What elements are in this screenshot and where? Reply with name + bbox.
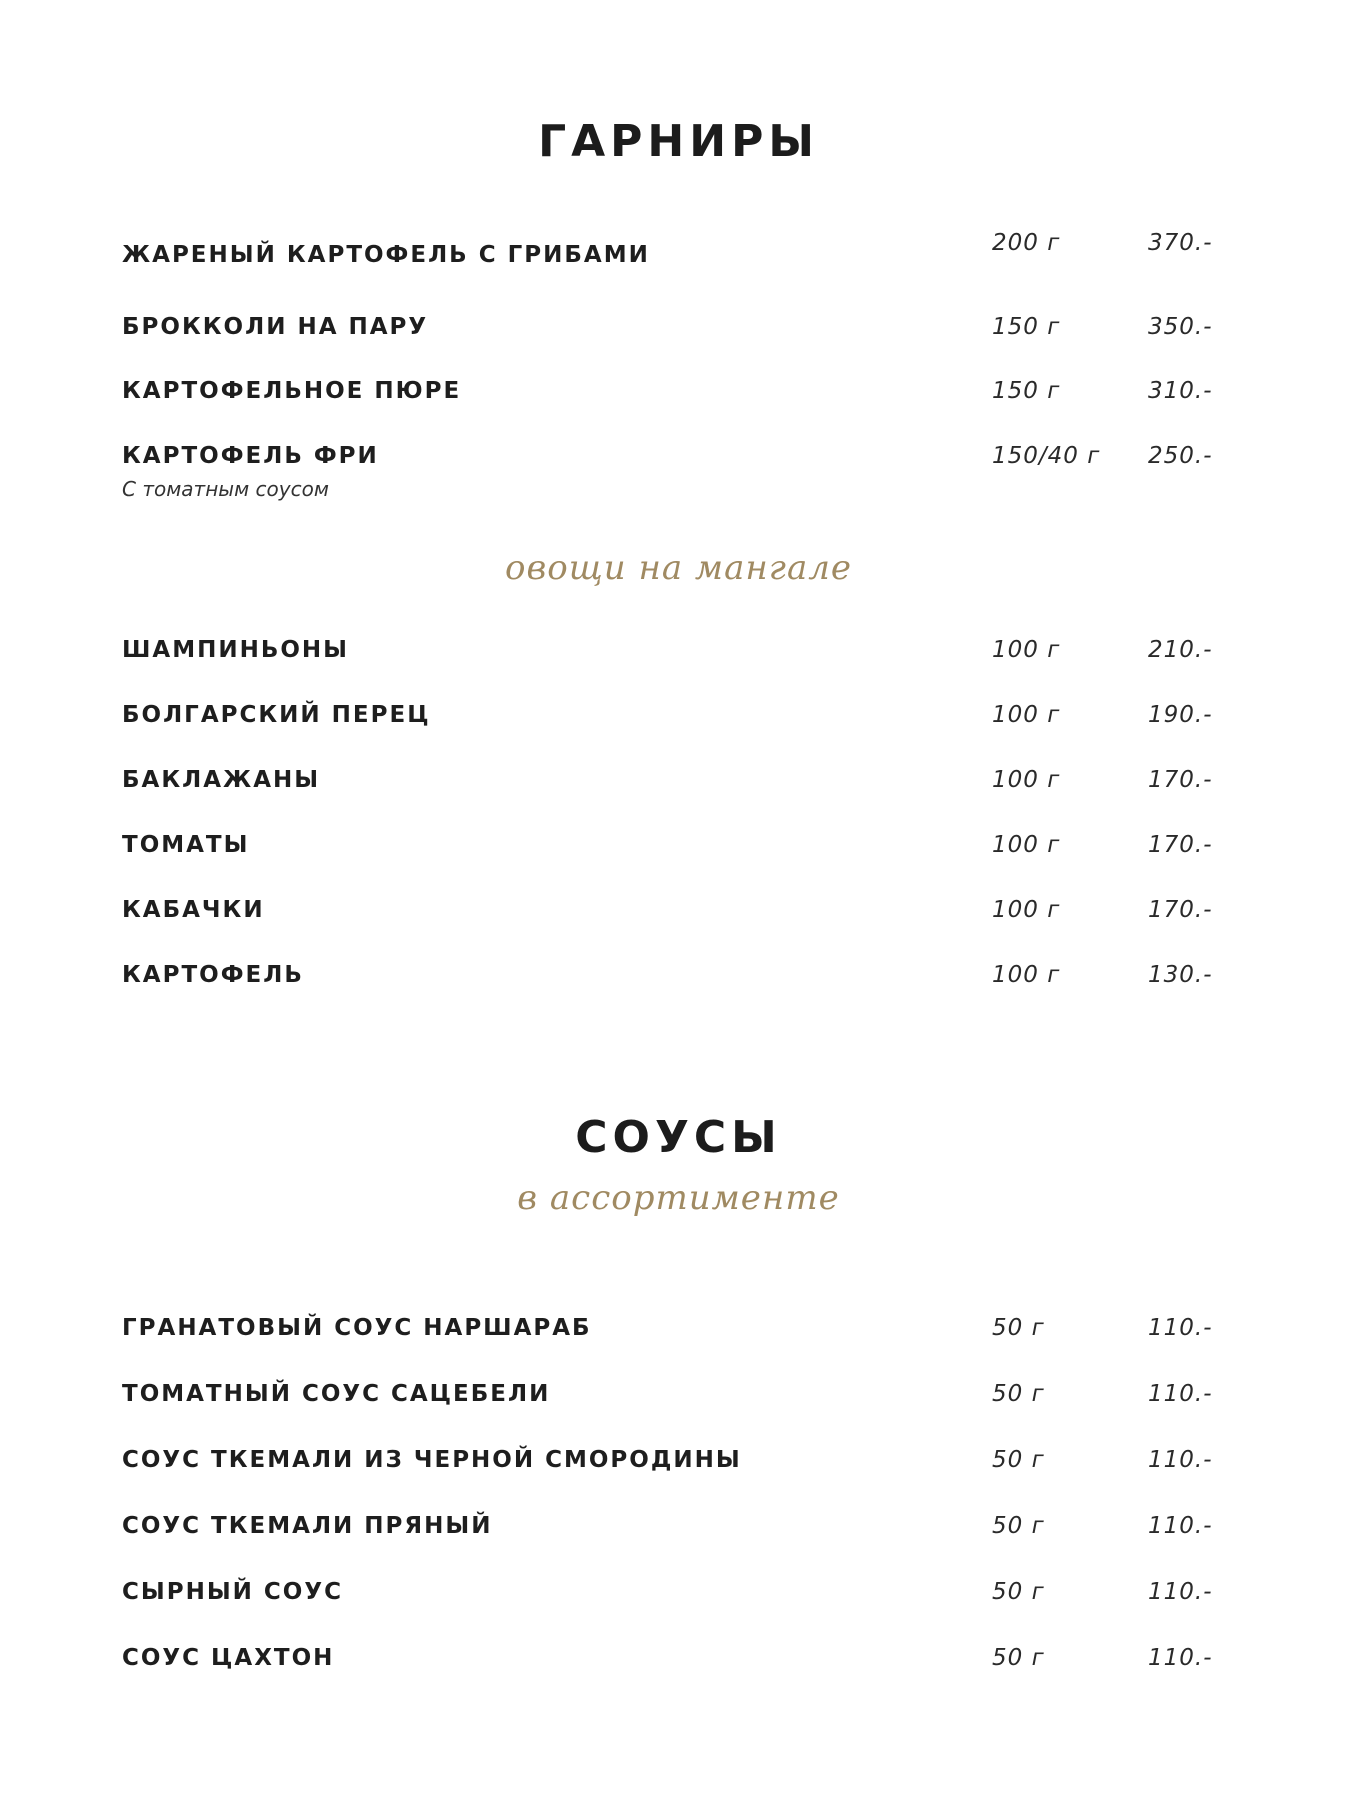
item-name: КАРТОФЕЛЬ ФРИ <box>122 443 379 469</box>
menu-item <box>122 767 1242 827</box>
item-price: 110.- <box>1148 1315 1213 1341</box>
item-name: СЫРНЫЙ СОУС <box>122 1579 343 1605</box>
garnish-title: ГАРНИРЫ <box>538 116 819 167</box>
item-weight: 50 г <box>992 1381 1045 1407</box>
item-weight: 50 г <box>992 1645 1045 1671</box>
item-price: 250.- <box>1148 443 1213 469</box>
item-price: 110.- <box>1148 1447 1213 1473</box>
item-weight: 100 г <box>992 962 1061 988</box>
item-name: КАРТОФЕЛЬНОЕ ПЮРЕ <box>122 378 462 404</box>
menu-item <box>122 1645 1242 1705</box>
item-name: ТОМАТНЫЙ СОУС САЦЕБЕЛИ <box>122 1381 551 1407</box>
item-price: 310.- <box>1148 378 1213 404</box>
item-name: ТОМАТЫ <box>122 832 250 858</box>
item-price: 350.- <box>1148 314 1213 340</box>
item-name: КАБАЧКИ <box>122 897 265 923</box>
item-weight: 50 г <box>992 1447 1045 1473</box>
grill-subtitle: овощи на мангале <box>504 548 853 588</box>
item-weight: 100 г <box>992 767 1061 793</box>
menu-item <box>122 1381 1242 1441</box>
item-price: 210.- <box>1148 637 1213 663</box>
item-name: ГРАНАТОВЫЙ СОУС НАРШАРАБ <box>122 1315 592 1341</box>
menu-item <box>122 1513 1242 1573</box>
item-price: 110.- <box>1148 1579 1213 1605</box>
item-weight: 50 г <box>992 1513 1045 1539</box>
menu-item <box>122 314 1242 374</box>
item-name: БРОККОЛИ НА ПАРУ <box>122 314 429 340</box>
menu-item <box>122 230 1242 290</box>
item-weight: 50 г <box>992 1579 1045 1605</box>
menu-item <box>122 832 1242 892</box>
item-name: СОУС ЦАХТОН <box>122 1645 335 1671</box>
item-name: ШАМПИНЬОНЫ <box>122 637 350 663</box>
item-price: 110.- <box>1148 1381 1213 1407</box>
menu-item <box>122 1447 1242 1507</box>
item-name: БОЛГАРСКИЙ ПЕРЕЦ <box>122 702 431 728</box>
menu-item <box>122 1579 1242 1639</box>
menu-item <box>122 378 1242 438</box>
item-weight: 50 г <box>992 1315 1045 1341</box>
menu-item <box>122 702 1242 762</box>
item-price: 370.- <box>1148 230 1213 256</box>
item-price: 110.- <box>1148 1645 1213 1671</box>
item-price: 110.- <box>1148 1513 1213 1539</box>
item-price: 170.- <box>1148 832 1213 858</box>
item-weight: 150 г <box>992 378 1061 404</box>
item-weight: 150/40 г <box>992 443 1101 469</box>
item-weight: 100 г <box>992 897 1061 923</box>
sauces-title: СОУСЫ <box>575 1112 782 1163</box>
menu-item <box>122 962 1242 1022</box>
item-weight: 200 г <box>992 230 1061 256</box>
item-price: 130.- <box>1148 962 1213 988</box>
item-price: 170.- <box>1148 897 1213 923</box>
item-weight: 100 г <box>992 832 1061 858</box>
item-weight: 150 г <box>992 314 1061 340</box>
menu-item <box>122 443 1242 503</box>
item-name: СОУС ТКЕМАЛИ ИЗ ЧЕРНОЙ СМОРОДИНЫ <box>122 1447 742 1473</box>
item-name: КАРТОФЕЛЬ <box>122 962 304 988</box>
item-name: ЖАРЕНЫЙ КАРТОФЕЛЬ С ГРИБАМИ <box>122 242 650 268</box>
item-name: БАКЛАЖАНЫ <box>122 767 321 793</box>
item-description: С томатным соусом <box>122 477 329 501</box>
menu-item <box>122 897 1242 957</box>
item-weight: 100 г <box>992 702 1061 728</box>
item-price: 170.- <box>1148 767 1213 793</box>
menu-item <box>122 637 1242 697</box>
item-weight: 100 г <box>992 637 1061 663</box>
item-price: 190.- <box>1148 702 1213 728</box>
menu-item <box>122 1315 1242 1375</box>
item-name: СОУС ТКЕМАЛИ ПРЯНЫЙ <box>122 1513 493 1539</box>
sauces-subtitle: в ассортименте <box>517 1178 840 1218</box>
